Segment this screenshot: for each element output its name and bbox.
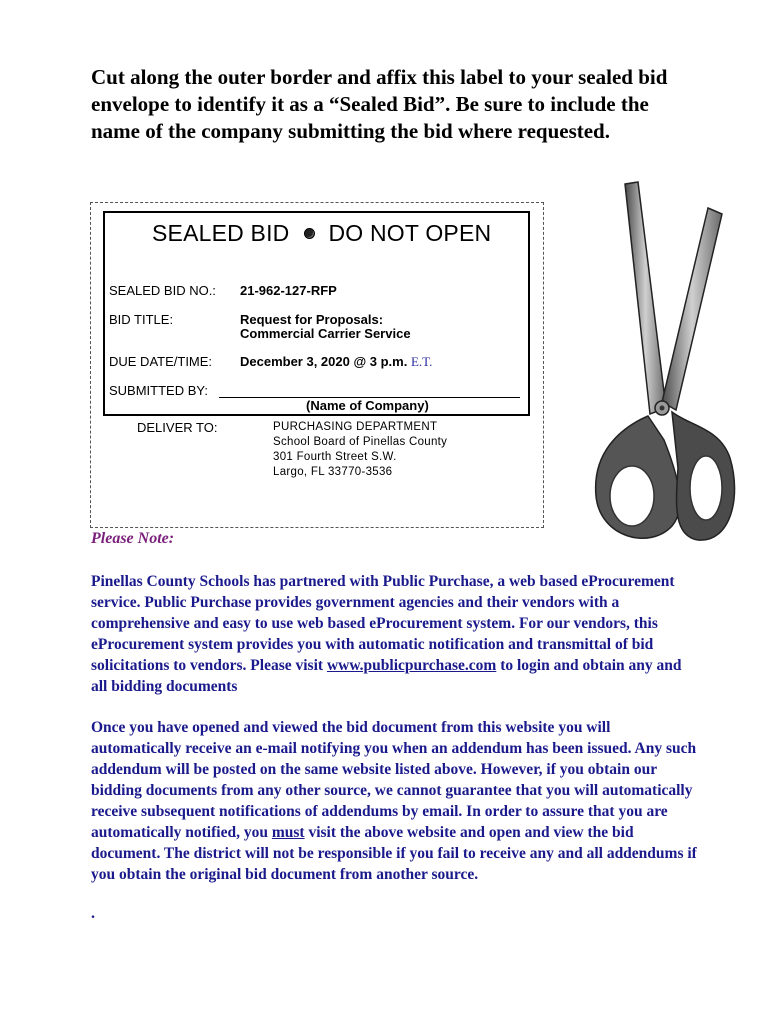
address-line: School Board of Pinellas County	[273, 436, 448, 448]
company-caption: (Name of Company)	[306, 398, 429, 413]
label-title	[152, 219, 491, 247]
bid-title-label: BID TITLE:	[109, 312, 174, 327]
note-paragraph-1-text: Pinellas County Schools has partnered with Public Purchase, a web based eProcurement service. Public Purchase provides government agencies and their vendors with a comprehensive and easy to use web based eProcurement system. For our vendors, this eProcurement system provides you with automatic notification and transmittal of bid solicitations to vendors. Please visit	[91, 573, 675, 674]
due-value	[240, 354, 432, 370]
bid-no-value: 21-962-127-RFP	[240, 283, 337, 298]
due-timezone: E.T.	[410, 354, 433, 369]
note-paragraph-1-tail: to login and obtain any and all bidding documents	[91, 657, 682, 695]
instructions-text: Cut along the outer border and affix this label to your sealed bid envelope to identify it as a “Sealed Bid”. Be sure to include the name of the company submitting the bid where requested.	[91, 65, 668, 143]
submitted-label: SUBMITTED BY:	[109, 383, 208, 398]
bid-title-line2: Commercial Carrier Service	[240, 326, 411, 341]
scissors-icon	[580, 178, 750, 563]
label-title-left: SEALED BID	[152, 220, 290, 246]
public-purchase-link[interactable]: www.publicpurchase.com	[326, 657, 497, 674]
bid-no-label: SEALED BID NO.:	[109, 283, 216, 298]
address-line: 301 Fourth Street S.W.	[273, 451, 397, 463]
address-line: Largo, FL 33770-3536	[273, 466, 393, 478]
bullet-icon	[304, 228, 315, 239]
deliver-label: DELIVER TO:	[137, 420, 218, 435]
bid-title-line1: Request for Proposals:	[240, 312, 384, 327]
due-datetime: December 3, 2020 @ 3 p.m.	[240, 354, 408, 369]
delivery-address	[273, 420, 447, 480]
label-title-right: DO NOT OPEN	[328, 220, 492, 246]
note-paragraph-2	[91, 717, 701, 885]
must-emphasis: must	[271, 824, 305, 841]
note-paragraph-2-tail: visit the above website and open and view the bid document. The district will not be responsible if you fail to receive any and all addendums if you obtain the original bid document from another source.	[91, 824, 697, 883]
note-heading: Please Note:	[91, 530, 175, 547]
note-paragraph-1	[91, 571, 701, 697]
note-paragraph-2-text: Once you have opened and viewed the bid document from this website you will automatically receive an e-mail notifying you when an addendum has been issued. Any such addendum will be posted on the same website listed above. However, if you obtain our bidding documents from any other source, we cannot guarantee that you will automatically receive subsequent notifications of addendums by email. In order to assure that you are automatically notified, you	[91, 719, 697, 841]
trailing-period: .	[91, 905, 95, 922]
address-line: PURCHASING DEPARTMENT	[273, 421, 438, 433]
due-label: DUE DATE/TIME:	[109, 354, 213, 369]
